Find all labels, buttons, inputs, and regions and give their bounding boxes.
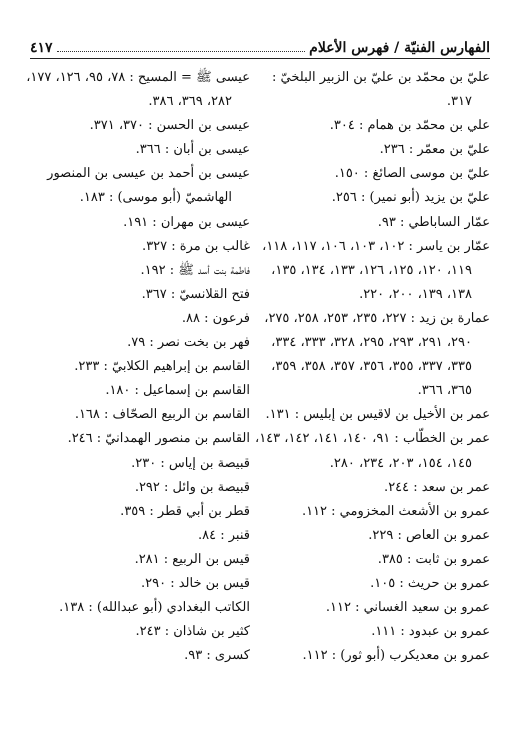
index-entry-line: عمرو بن معديكرب (أبو ثور) : ١١٢. <box>302 648 490 664</box>
index-entry-line: كثير بن شاذان : ٢٤٣. <box>135 624 250 640</box>
index-entry-line: القاسم بن إبراهيم الكلابيّ : ٢٣٣. <box>74 359 250 375</box>
index-entry-line: ١٤٥، ١٥٤، ٢٠٣، ٢٣٤، ٢٨٠. <box>329 455 472 471</box>
page-number: ٤١٧ <box>30 40 53 56</box>
index-entry-line: عليّ بن موسى الصائغ : ١٥٠. <box>334 166 490 182</box>
index-entry-line: عليّ بن يزيد (أبو نمير) : ٢٥٦. <box>331 190 490 206</box>
index-entry-line: عمّار بن ياسر : ١٠٢، ١٠٣، ١٠٦، ١١٧، ١١٨، <box>262 238 490 254</box>
index-entry-line: ١١٩، ١٢٠، ١٢٥، ١٢٦، ١٣٣، ١٣٤، ١٣٥، <box>271 262 472 278</box>
index-entry-line: كسرى : ٩٣. <box>184 648 250 664</box>
index-entry-line: قنبر : ٨٤. <box>198 527 250 543</box>
index-entry-line: عليّ بن محمّد بن عليّ بن الزبير البلخيّ : <box>272 70 490 85</box>
index-entry-line: قيس بن خالد : ٢٩٠. <box>140 575 250 591</box>
index-entry-line: ٣٣٥، ٣٣٧، ٣٥٥، ٣٥٦، ٣٥٧، ٣٥٨، ٣٥٩، <box>271 359 472 375</box>
index-entry-line: قبيصة بن وائل : ٢٩٢. <box>134 479 250 495</box>
index-entry-line: القاسم بن منصور الهمدانيّ : ٢٤٦. <box>67 431 250 447</box>
index-entry-line: ٢٨٢، ٣٦٩، ٣٨٦. <box>148 94 232 110</box>
index-entry-line: ١٣٨، ١٣٩، ٢٠٠، ٢٢٠. <box>359 286 472 302</box>
index-entry-line: عمرو بن عبدود : ١١١. <box>371 624 490 640</box>
index-entry-line: الكاتب البغدادي (أبو عبدالله) : ١٣٨. <box>59 600 250 616</box>
index-entry-line: غالب بن مرة : ٣٢٧. <box>142 238 250 254</box>
index-entry-line: ٣١٧. <box>446 94 472 110</box>
header-rule <box>30 58 490 59</box>
header-leader-dots <box>57 51 306 52</box>
index-entry-line: عيسى بن أحمد بن عيسى بن المنصور <box>47 166 250 182</box>
index-entry-line: علي بن محمّد بن همام : ٣٠٤. <box>329 118 490 134</box>
index-entry-line: عمرو بن ثابت : ٣٨٥. <box>377 551 490 567</box>
index-entry-line: ٣٦٥، ٣٦٦. <box>417 383 472 399</box>
index-entry-line: فتح القلانسيّ : ٣٦٧. <box>141 286 250 302</box>
index-entry-line: عيسى بن أبان : ٣٦٦. <box>135 142 250 158</box>
index-entry-line: ٢٩٠، ٢٩١، ٢٩٣، ٢٩٥، ٣٢٨، ٣٣٣، ٣٣٤، <box>271 335 472 351</box>
index-entry-line: القاسم بن إسماعيل : ١٨٠. <box>105 383 250 399</box>
index-entry-line: قطر بن أبي قطر : ٣٥٩. <box>120 503 250 519</box>
index-entry-line: عمر بن الخطّاب : ٩١، ١٤٠، ١٤١، ١٤٢، ١٤٣، <box>255 431 490 447</box>
index-entry-line: عليّ بن معمّر : ٢٣٦. <box>379 142 490 158</box>
header-title: الفهارس الفنيّة / فهرس الأعلام <box>309 40 490 56</box>
index-entry-line: القاسم بن الربيع الصحّاف : ١٦٨. <box>74 407 250 423</box>
index-entry-line: فاطمة بنت أسد ﷺ : ١٩٢. <box>140 262 250 278</box>
index-entry-line: عمر بن سعد : ٢٤٤. <box>384 479 490 495</box>
index-entry-line: عمر بن الأخيل بن لاقيس بن إبليس : ١٣١. <box>265 407 490 423</box>
index-entry-line: عمرو بن العاص : ٢٢٩. <box>368 527 490 543</box>
index-entry-line: فرعون : ٨٨. <box>181 310 250 326</box>
index-entry-line: عيسى ﷺ = المسيح : ٧٨، ٩٥، ١٢٦، ١٧٧، <box>26 70 250 85</box>
index-entry-line: الهاشميّ (أبو موسى) : ١٨٣. <box>79 190 232 206</box>
index-entry-line: قبيصة بن إياس : ٢٣٠. <box>131 455 250 471</box>
index-entry-line: فهر بن بخت نصر : ٧٩. <box>127 335 250 351</box>
index-entry-line: عيسى بن مهران : ١٩١. <box>123 214 250 230</box>
index-entry-line: عمّار الساباطي : ٩٣. <box>377 214 490 230</box>
index-entry-line: عيسى بن الحسن : ٣٧٠، ٣٧١. <box>89 118 250 134</box>
index-entry-line: قيس بن الربيع : ٢٨١. <box>134 551 250 567</box>
index-column-left <box>26 66 250 668</box>
index-column-right <box>255 66 490 668</box>
index-entry-line: عمرو بن الأشعث المخزومي : ١١٢. <box>301 503 490 519</box>
index-entry-line: عمرو بن سعيد الغساني : ١١٢. <box>325 600 490 616</box>
running-header <box>30 34 490 56</box>
index-entry-line: عمرو بن حريث : ١٠٥. <box>370 575 490 591</box>
index-entry-line: عمارة بن زيد : ٢٢٧، ٢٣٥، ٢٥٣، ٢٥٨، ٢٧٥، <box>264 310 490 326</box>
